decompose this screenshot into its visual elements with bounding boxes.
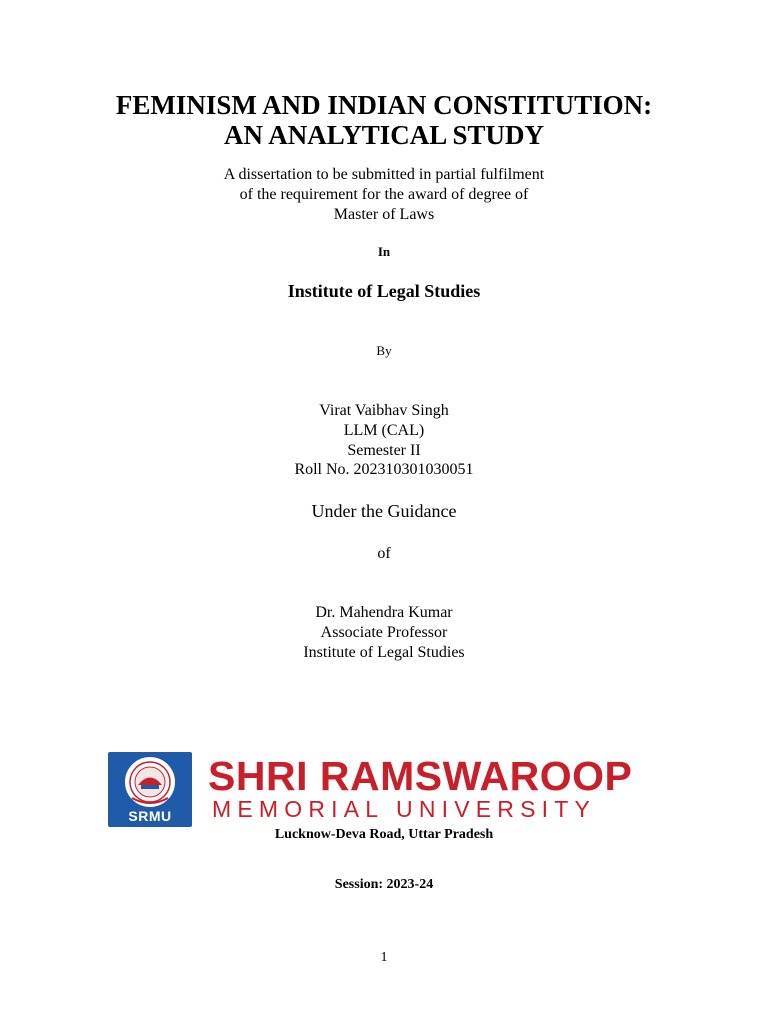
subtitle-line3: Master of Laws	[333, 206, 435, 223]
guide-department: Institute of Legal Studies	[303, 644, 465, 661]
university-wordmark	[194, 750, 698, 828]
author-name: Virat Vaibhav Singh	[319, 402, 449, 419]
university-address: Lucknow-Deva Road, Uttar Pradesh	[274, 827, 494, 842]
in-label: In	[377, 244, 391, 259]
university-seal-icon	[108, 752, 192, 827]
dissertation-title-line1: FEMINISM AND INDIAN CONSTITUTION:	[115, 90, 653, 120]
session-label: Session: 2023-24	[334, 877, 434, 892]
seal-abbreviation: SRMU	[128, 808, 172, 824]
author-semester: Semester II	[347, 442, 421, 459]
author-course: LLM (CAL)	[343, 422, 425, 439]
institute-name: Institute of Legal Studies	[287, 281, 481, 301]
guidance-label: Under the Guidance	[311, 501, 457, 521]
guide-designation: Associate Professor	[320, 624, 448, 641]
subtitle-line1: A dissertation to be submitted in partial fulfilment	[223, 166, 545, 183]
page-number: 1	[380, 950, 388, 965]
university-name-line1: SHRI RAMSWAROOP	[208, 753, 633, 799]
university-logo	[108, 750, 698, 828]
university-name-line2: MEMORIAL UNIVERSITY	[212, 796, 597, 822]
dissertation-title-line2: AN ANALYTICAL STUDY	[223, 120, 545, 150]
author-roll-number: Roll No. 202310301030051	[294, 461, 474, 478]
guide-name: Dr. Mahendra Kumar	[315, 604, 453, 621]
subtitle-line2: of the requirement for the award of degree of	[239, 186, 529, 203]
of-label: of	[377, 545, 391, 562]
by-label: By	[376, 343, 392, 358]
